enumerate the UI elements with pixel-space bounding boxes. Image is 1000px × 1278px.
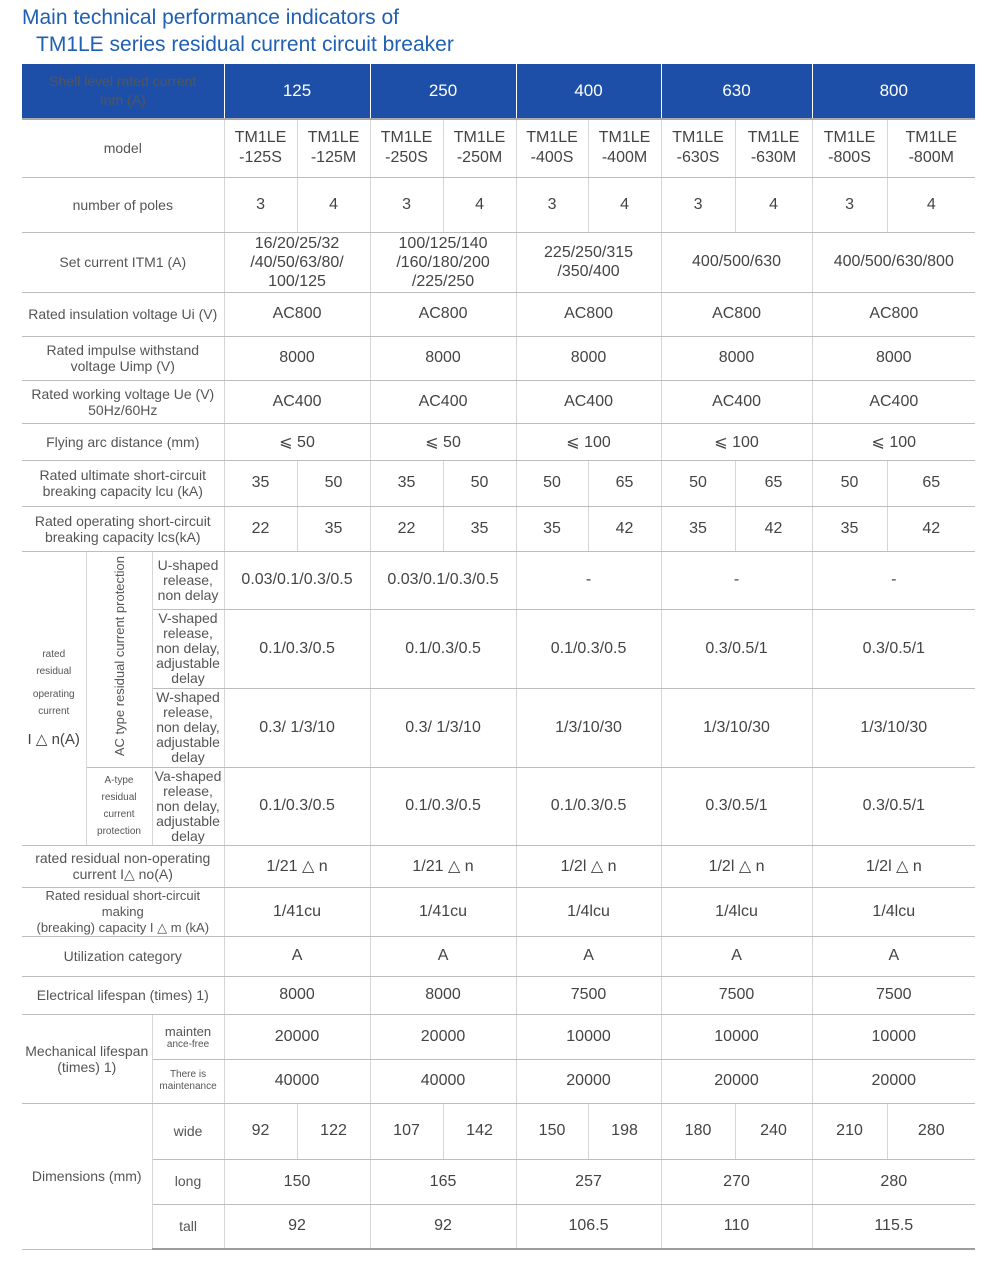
making-row (22, 887, 975, 936)
dimensions-label: Dimensions (mm) (22, 1103, 152, 1249)
arc-cell: ⩽ 100 (812, 423, 975, 460)
set-current-cell (370, 232, 516, 292)
impulse-cell: 8000 (516, 336, 661, 380)
wide-cell: 240 (735, 1103, 812, 1159)
working-cell: AC400 (516, 380, 661, 423)
wide-cell: 92 (224, 1103, 297, 1159)
va-shaped-label (152, 767, 224, 845)
title-line-1: Main technical performance indicators of (22, 6, 400, 29)
w-shaped-label-line: delay (171, 749, 205, 765)
poles-cell: 4 (735, 177, 812, 232)
working-cell: AC400 (661, 380, 812, 423)
working-label-line1: Rated working voltage Ue (V) (31, 385, 215, 402)
working-cell: AC400 (370, 380, 516, 423)
v-shaped-label-line: non delay, (156, 640, 220, 656)
u-shaped-label-line: U-shaped (157, 556, 219, 573)
icu-label-line2: breaking capacity lcu (kA) (42, 483, 203, 499)
non-operating-row (22, 845, 975, 887)
wide-cell: 198 (588, 1103, 661, 1159)
electrical-cell: 8000 (370, 976, 516, 1014)
making-cell: 1/4lcu (516, 887, 661, 936)
long-cell: 150 (224, 1159, 370, 1204)
header-label (22, 64, 224, 119)
ics-label (22, 506, 224, 551)
u-shaped-cell: - (516, 551, 661, 609)
poles-row (22, 177, 975, 232)
insulation-cell: AC800 (224, 292, 370, 336)
u-shaped-cell: - (661, 551, 812, 609)
utilization-cell: A (516, 936, 661, 976)
ac-type-text: AC type residual current protection (111, 556, 127, 757)
working-label (22, 380, 224, 423)
v-shaped-cell: 0.1/0.3/0.5 (516, 609, 661, 688)
set-current-line: 100/125 (268, 272, 326, 290)
wide-cell: 210 (812, 1103, 887, 1159)
va-shaped-cell: 0.3/0.5/1 (661, 767, 812, 845)
non-operating-cell: 1/2l △ n (661, 845, 812, 887)
header-size: 250 (370, 64, 516, 119)
set-current-row (22, 232, 975, 292)
set-current-line: 100/125/140 (398, 234, 488, 252)
mechanical-label-line1: Mechanical lifespan (25, 1042, 149, 1059)
ics-row (22, 506, 975, 551)
model-line: TM1LE (747, 129, 800, 147)
impulse-cell: 8000 (224, 336, 370, 380)
ics-cell: 42 (887, 506, 975, 551)
electrical-label: Electrical lifespan (times) 1) (22, 976, 224, 1014)
u-shaped-row (22, 551, 975, 609)
w-shaped-row (22, 688, 975, 767)
set-current-cell (516, 232, 661, 292)
tall-cell: 110 (661, 1204, 812, 1249)
icu-cell: 35 (224, 460, 297, 506)
ac-type-label (86, 551, 152, 767)
working-row (22, 380, 975, 423)
residual-group-line2: operating current (32, 689, 75, 717)
w-shaped-cell: 0.3/ 1/3/10 (224, 688, 370, 767)
u-shaped-cell: 0.03/0.1/0.3/0.5 (370, 551, 516, 609)
making-cell: 1/41cu (370, 887, 516, 936)
v-shaped-row (22, 609, 975, 688)
mechanical-label-line2: (times) 1) (57, 1058, 117, 1075)
u-shaped-cell: - (812, 551, 975, 609)
insulation-cell: AC800 (516, 292, 661, 336)
insulation-cell: AC800 (661, 292, 812, 336)
non-operating-cell: 1/21 △ n (370, 845, 516, 887)
v-shaped-cell: 0.3/0.5/1 (812, 609, 975, 688)
mechanical-free-cell: 10000 (812, 1014, 975, 1059)
spec-table (22, 64, 975, 1250)
icu-cell: 35 (370, 460, 443, 506)
model-line: -250M (456, 149, 503, 167)
a-type-label-line: residual (101, 792, 137, 803)
model-line: -400S (530, 149, 574, 167)
icu-cell: 50 (443, 460, 516, 506)
insulation-label: Rated insulation voltage Ui (V) (22, 292, 224, 336)
impulse-row (22, 336, 975, 380)
wide-cell: 122 (297, 1103, 370, 1159)
impulse-cell: 8000 (370, 336, 516, 380)
v-shaped-cell: 0.1/0.3/0.5 (370, 609, 516, 688)
working-cell: AC400 (812, 380, 975, 423)
a-type-label-line: protection (97, 826, 141, 837)
impulse-label-line2: voltage Uimp (V) (70, 358, 175, 374)
w-shaped-cell: 1/3/10/30 (812, 688, 975, 767)
v-shaped-label-line: adjustable (156, 655, 220, 671)
mechanical-maint-cell: 40000 (224, 1059, 370, 1103)
non-operating-label-line1: rated residual non-operating (35, 850, 211, 866)
va-shaped-cell: 0.1/0.3/0.5 (370, 767, 516, 845)
icu-cell: 50 (297, 460, 370, 506)
tall-cell: 92 (370, 1204, 516, 1249)
long-cell: 280 (812, 1159, 975, 1204)
mechanical-maint-cell: 20000 (812, 1059, 975, 1103)
ics-cell: 42 (588, 506, 661, 551)
w-shaped-label-line: release, (163, 704, 213, 720)
v-shaped-cell: 0.3/0.5/1 (661, 609, 812, 688)
model-cell (224, 119, 297, 177)
wide-cell: 180 (661, 1103, 735, 1159)
header-row (22, 64, 975, 119)
header-size: 400 (516, 64, 661, 119)
set-current-cell (224, 232, 370, 292)
icu-cell: 50 (812, 460, 887, 506)
tall-cell: 106.5 (516, 1204, 661, 1249)
poles-cell: 4 (887, 177, 975, 232)
icu-cell: 65 (735, 460, 812, 506)
v-shaped-label-line: V-shaped (158, 610, 218, 626)
va-shaped-label-line: adjustable (156, 812, 220, 829)
set-current-line: 400/500/630/800 (833, 253, 954, 270)
w-shaped-label-line: adjustable (156, 734, 220, 750)
model-cell (443, 119, 516, 177)
tall-label: tall (152, 1204, 224, 1249)
making-label-line2: (breaking) capacity I △ m (kA) (36, 919, 210, 935)
non-operating-cell: 1/2l △ n (812, 845, 975, 887)
set-current-line: /225/250 (411, 272, 475, 290)
utilization-cell: A (812, 936, 975, 976)
icu-row (22, 460, 975, 506)
model-cell (661, 119, 735, 177)
w-shaped-label-line: W-shaped (156, 689, 220, 705)
set-current-line: /160/180/200 (396, 253, 490, 271)
model-line: TM1LE (823, 129, 876, 147)
title-line-2: TM1LE series residual current circuit breaker (36, 33, 454, 56)
va-shaped-label-line: release, (163, 782, 213, 799)
poles-label: number of poles (22, 177, 224, 232)
dim-wide-row (22, 1103, 975, 1159)
model-cell (887, 119, 975, 177)
arc-cell: ⩽ 50 (224, 423, 370, 460)
maintenance-line1: There is (169, 1069, 207, 1080)
u-shaped-label (152, 551, 224, 609)
model-line: -125M (310, 149, 357, 167)
poles-cell: 3 (224, 177, 297, 232)
ics-cell: 42 (735, 506, 812, 551)
poles-cell: 4 (443, 177, 516, 232)
arc-cell: ⩽ 50 (370, 423, 516, 460)
maintenance-free-label (152, 1014, 224, 1059)
header-size: 630 (661, 64, 812, 119)
va-shaped-row (22, 767, 975, 845)
utilization-label: Utilization category (22, 936, 224, 976)
working-label-line2: 50Hz/60Hz (88, 401, 158, 418)
mechanical-maint-row (22, 1059, 975, 1103)
model-line: TM1LE (905, 129, 958, 147)
page-title (22, 4, 454, 58)
mechanical-maint-cell: 40000 (370, 1059, 516, 1103)
non-operating-label-line2: current I△ no(A) (72, 866, 173, 882)
ics-cell: 35 (297, 506, 370, 551)
w-shaped-label-line: non delay, (156, 719, 220, 735)
electrical-row (22, 976, 975, 1014)
making-cell: 1/4lcu (661, 887, 812, 936)
model-line: TM1LE (598, 129, 651, 147)
v-shaped-label-line: delay (171, 670, 205, 686)
icu-label-line1: Rated ultimate short-circuit (39, 467, 207, 483)
ics-cell: 35 (661, 506, 735, 551)
model-cell (516, 119, 588, 177)
w-shaped-cell: 1/3/10/30 (516, 688, 661, 767)
model-line: TM1LE (526, 129, 578, 147)
poles-cell: 3 (516, 177, 588, 232)
va-shaped-cell: 0.3/0.5/1 (812, 767, 975, 845)
va-shaped-label-line: non delay, (156, 797, 220, 814)
ics-label-line1: Rated operating short-circuit (34, 512, 211, 529)
icu-cell: 65 (887, 460, 975, 506)
set-current-line: /350/400 (557, 263, 620, 280)
utilization-row (22, 936, 975, 976)
making-cell: 1/41cu (224, 887, 370, 936)
set-current-line: 225/250/315 (544, 244, 634, 261)
wide-cell: 107 (370, 1103, 443, 1159)
residual-group-line3: I △ n(A) (27, 731, 80, 748)
poles-cell: 3 (812, 177, 887, 232)
insulation-row (22, 292, 975, 336)
making-label-line1: Rated residual short-circuit making (45, 887, 201, 919)
ics-cell: 35 (443, 506, 516, 551)
set-current-line: /40/50/63/80/ (250, 253, 344, 271)
u-shaped-label-line: non delay (157, 586, 219, 603)
v-shaped-label (152, 609, 224, 688)
residual-group-label (22, 551, 86, 845)
mechanical-free-cell: 10000 (661, 1014, 812, 1059)
making-cell: 1/4lcu (812, 887, 975, 936)
maintenance-line2: maintenance (159, 1081, 217, 1092)
impulse-label (22, 336, 224, 380)
non-operating-cell: 1/2l △ n (516, 845, 661, 887)
mechanical-maint-cell: 20000 (661, 1059, 812, 1103)
dim-tall-row (22, 1204, 975, 1249)
model-line: TM1LE (672, 129, 724, 147)
arc-label: Flying arc distance (mm) (22, 423, 224, 460)
icu-cell: 50 (516, 460, 588, 506)
icu-label (22, 460, 224, 506)
model-line: -400M (601, 149, 648, 167)
maintenance-label (152, 1059, 224, 1103)
mechanical-free-cell: 10000 (516, 1014, 661, 1059)
model-row (22, 119, 975, 177)
u-shaped-cell: 0.03/0.1/0.3/0.5 (224, 551, 370, 609)
header-label-line1: Shell level rated current (49, 73, 197, 89)
arc-row (22, 423, 975, 460)
utilization-cell: A (224, 936, 370, 976)
model-line: TM1LE (234, 129, 287, 147)
va-shaped-cell: 0.1/0.3/0.5 (516, 767, 661, 845)
va-shaped-cell: 0.1/0.3/0.5 (224, 767, 370, 845)
mechanical-free-row (22, 1014, 975, 1059)
working-cell: AC400 (224, 380, 370, 423)
a-type-label-line: current (103, 809, 135, 820)
mechanical-free-cell: 20000 (224, 1014, 370, 1059)
va-shaped-label-line: Va-shaped (154, 767, 222, 784)
tall-cell: 115.5 (812, 1204, 975, 1249)
icu-cell: 65 (588, 460, 661, 506)
model-line: TM1LE (380, 129, 433, 147)
set-current-line: 16/20/25/32 (254, 234, 340, 252)
icu-cell: 50 (661, 460, 735, 506)
mechanical-maint-cell: 20000 (516, 1059, 661, 1103)
wide-cell: 142 (443, 1103, 516, 1159)
set-current-label: Set current ITM1 (A) (22, 232, 224, 292)
poles-cell: 4 (297, 177, 370, 232)
ics-cell: 35 (812, 506, 887, 551)
w-shaped-label (152, 688, 224, 767)
long-cell: 270 (661, 1159, 812, 1204)
ics-cell: 35 (516, 506, 588, 551)
poles-cell: 4 (588, 177, 661, 232)
model-cell (812, 119, 887, 177)
model-line: -800M (908, 149, 954, 167)
wide-cell: 280 (887, 1103, 975, 1159)
model-line: -250S (385, 149, 428, 167)
model-cell (588, 119, 661, 177)
non-operating-cell: 1/21 △ n (224, 845, 370, 887)
utilization-cell: A (661, 936, 812, 976)
impulse-cell: 8000 (661, 336, 812, 380)
poles-cell: 3 (370, 177, 443, 232)
w-shaped-cell: 1/3/10/30 (661, 688, 812, 767)
electrical-cell: 8000 (224, 976, 370, 1014)
a-type-label (86, 767, 152, 845)
set-current-cell (812, 232, 975, 292)
header-size: 125 (224, 64, 370, 119)
long-label: long (152, 1159, 224, 1204)
header-size: 800 (812, 64, 975, 119)
wide-label: wide (152, 1103, 224, 1159)
electrical-cell: 7500 (812, 976, 975, 1014)
set-current-cell (661, 232, 812, 292)
model-label: model (22, 119, 224, 177)
model-line: -800S (828, 149, 871, 167)
long-cell: 165 (370, 1159, 516, 1204)
model-line: -630M (750, 149, 797, 167)
impulse-label-line1: Rated impulse withstand (46, 342, 200, 358)
set-current-line: 400/500/630 (692, 253, 782, 270)
ics-cell: 22 (224, 506, 297, 551)
electrical-cell: 7500 (516, 976, 661, 1014)
dim-long-row (22, 1159, 975, 1204)
arc-cell: ⩽ 100 (661, 423, 812, 460)
maintenance-free-line1: mainten (164, 1023, 212, 1039)
impulse-cell: 8000 (812, 336, 975, 380)
electrical-cell: 7500 (661, 976, 812, 1014)
long-cell: 257 (516, 1159, 661, 1204)
non-operating-label (22, 845, 224, 887)
a-type-label-line: A-type (104, 775, 134, 786)
maintenance-free-line2: ance-free (166, 1038, 210, 1050)
insulation-cell: AC800 (812, 292, 975, 336)
mechanical-free-cell: 20000 (370, 1014, 516, 1059)
v-shaped-label-line: release, (163, 625, 213, 641)
header-label-line2: Inm (A) (99, 92, 146, 108)
model-line: TM1LE (307, 129, 360, 147)
arc-cell: ⩽ 100 (516, 423, 661, 460)
residual-group-line1: rated residual (36, 649, 72, 677)
model-cell (370, 119, 443, 177)
poles-cell: 3 (661, 177, 735, 232)
mechanical-label (22, 1014, 152, 1103)
insulation-cell: AC800 (370, 292, 516, 336)
wide-cell: 150 (516, 1103, 588, 1159)
model-line: -125S (239, 149, 282, 167)
ics-cell: 22 (370, 506, 443, 551)
va-shaped-label-line: delay (171, 827, 205, 844)
model-line: TM1LE (453, 129, 506, 147)
tall-cell: 92 (224, 1204, 370, 1249)
u-shaped-label-line: release, (163, 571, 213, 588)
w-shaped-cell: 0.3/ 1/3/10 (370, 688, 516, 767)
model-line: -630S (676, 149, 720, 167)
v-shaped-cell: 0.1/0.3/0.5 (224, 609, 370, 688)
making-label (22, 887, 224, 936)
ics-label-line2: breaking capacity lcs(kA) (44, 528, 201, 545)
model-cell (297, 119, 370, 177)
utilization-cell: A (370, 936, 516, 976)
model-cell (735, 119, 812, 177)
